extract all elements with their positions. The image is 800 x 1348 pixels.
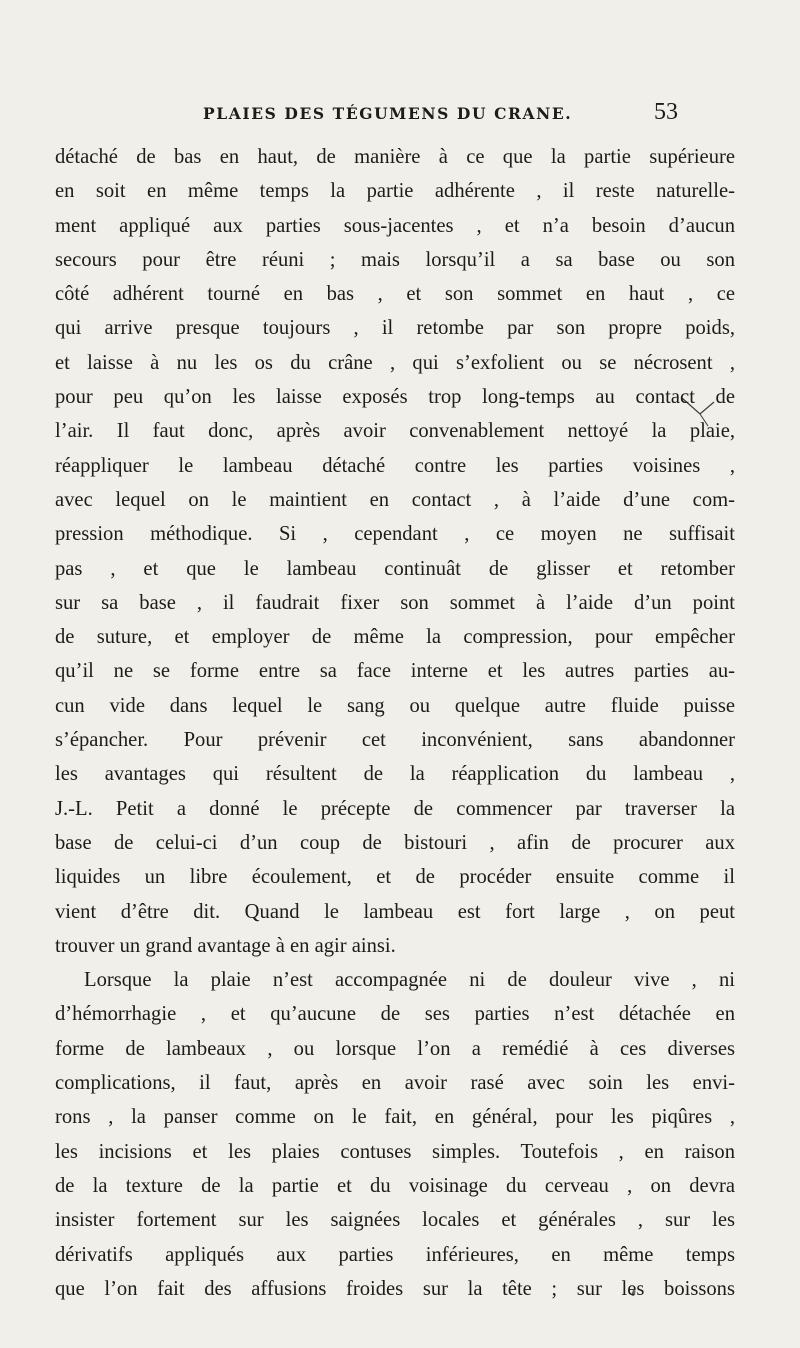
text-line: pour peu qu’on les laisse exposés trop long-temps au contact de	[55, 386, 735, 409]
text-line: complications, il faut, après en avoir rasé avec soin les envi-	[55, 1072, 735, 1095]
body-text	[55, 140, 735, 1306]
text-line: pas , et que le lambeau continuât de glisser et retomber	[55, 557, 735, 580]
text-line: secours pour être réuni ; mais lorsqu’il a sa base ou son	[55, 248, 735, 271]
text-line: les avantages qui résultent de la réapplication du lambeau ,	[55, 763, 735, 786]
text-line: en soit en même temps la partie adhérente , il reste naturelle-	[55, 180, 735, 203]
text-line: de la texture de la partie et du voisinage du cerveau , on devra	[55, 1174, 735, 1197]
text-line: que l’on fait des affusions froides sur la tête ; sur les boissons	[55, 1277, 735, 1300]
text-line: avec lequel on le maintient en contact , à l’aide d’une com-	[55, 488, 735, 511]
text-line: forme de lambeaux , ou lorsque l’on a remédié à ces diverses	[55, 1037, 735, 1060]
text-line: Lorsque la plaie n’est accompagnée ni de douleur vive , ni	[84, 969, 735, 992]
text-line: rons , la panser comme on le fait, en général, pour les piqûres ,	[55, 1106, 735, 1129]
running-head: PLAIES DES TÉGUMENS DU CRANE.	[203, 104, 573, 123]
text-line: insister fortement sur les saignées locales et générales , sur les	[55, 1209, 735, 1232]
text-line: l’air. Il faut donc, après avoir convenablement nettoyé la plaie,	[55, 420, 735, 443]
text-line: ment appliqué aux parties sous-jacentes , et n’a besoin d’aucun	[55, 214, 735, 237]
text-line: détaché de bas en haut, de manière à ce que la partie supérieure	[55, 146, 735, 168]
text-line: vient d’être dit. Quand le lambeau est fort large , on peut	[55, 900, 735, 923]
text-line: trouver un grand avantage à en agir ainsi.	[55, 934, 396, 957]
text-line: réappliquer le lambeau détaché contre les parties voisines ,	[55, 454, 735, 477]
page-number: 53	[654, 99, 678, 125]
text-line: cun vide dans lequel le sang ou quelque autre fluide puisse	[55, 694, 735, 717]
text-line: et laisse à nu les os du crâne , qui s’exfolient ou se nécrosent ,	[55, 351, 735, 374]
text-line: J.-L. Petit a donné le précepte de commencer par traverser la	[55, 797, 735, 820]
text-line: côté adhérent tourné en bas , et son sommet en haut , ce	[55, 283, 735, 306]
text-line: les incisions et les plaies contuses simples. Toutefois , en raison	[55, 1140, 735, 1163]
text-line: s’épancher. Pour prévenir cet inconvénient, sans abandonner	[55, 729, 735, 752]
text-line: qui arrive presque toujours , il retombe par son propre poids,	[55, 317, 735, 340]
text-line: de suture, et employer de même la compression, pour empêcher	[55, 626, 735, 649]
text-line: pression méthodique. Si , cependant , ce moyen ne suffisait	[55, 523, 735, 546]
text-line: sur sa base , il faudrait fixer son sommet à l’aide d’un point	[55, 591, 735, 614]
text-line: liquides un libre écoulement, et de procéder ensuite comme il	[55, 866, 735, 889]
page-header	[0, 99, 800, 134]
text-line: dérivatifs appliqués aux parties inférieures, en même temps	[55, 1243, 735, 1266]
text-line: d’hémorrhagie , et qu’aucune de ses parties n’est détachée en	[55, 1003, 735, 1026]
text-line: qu’il ne se forme entre sa face interne et les autres parties au-	[55, 660, 735, 683]
text-line: base de celui-ci d’un coup de bistouri , afin de procurer aux	[55, 831, 735, 854]
